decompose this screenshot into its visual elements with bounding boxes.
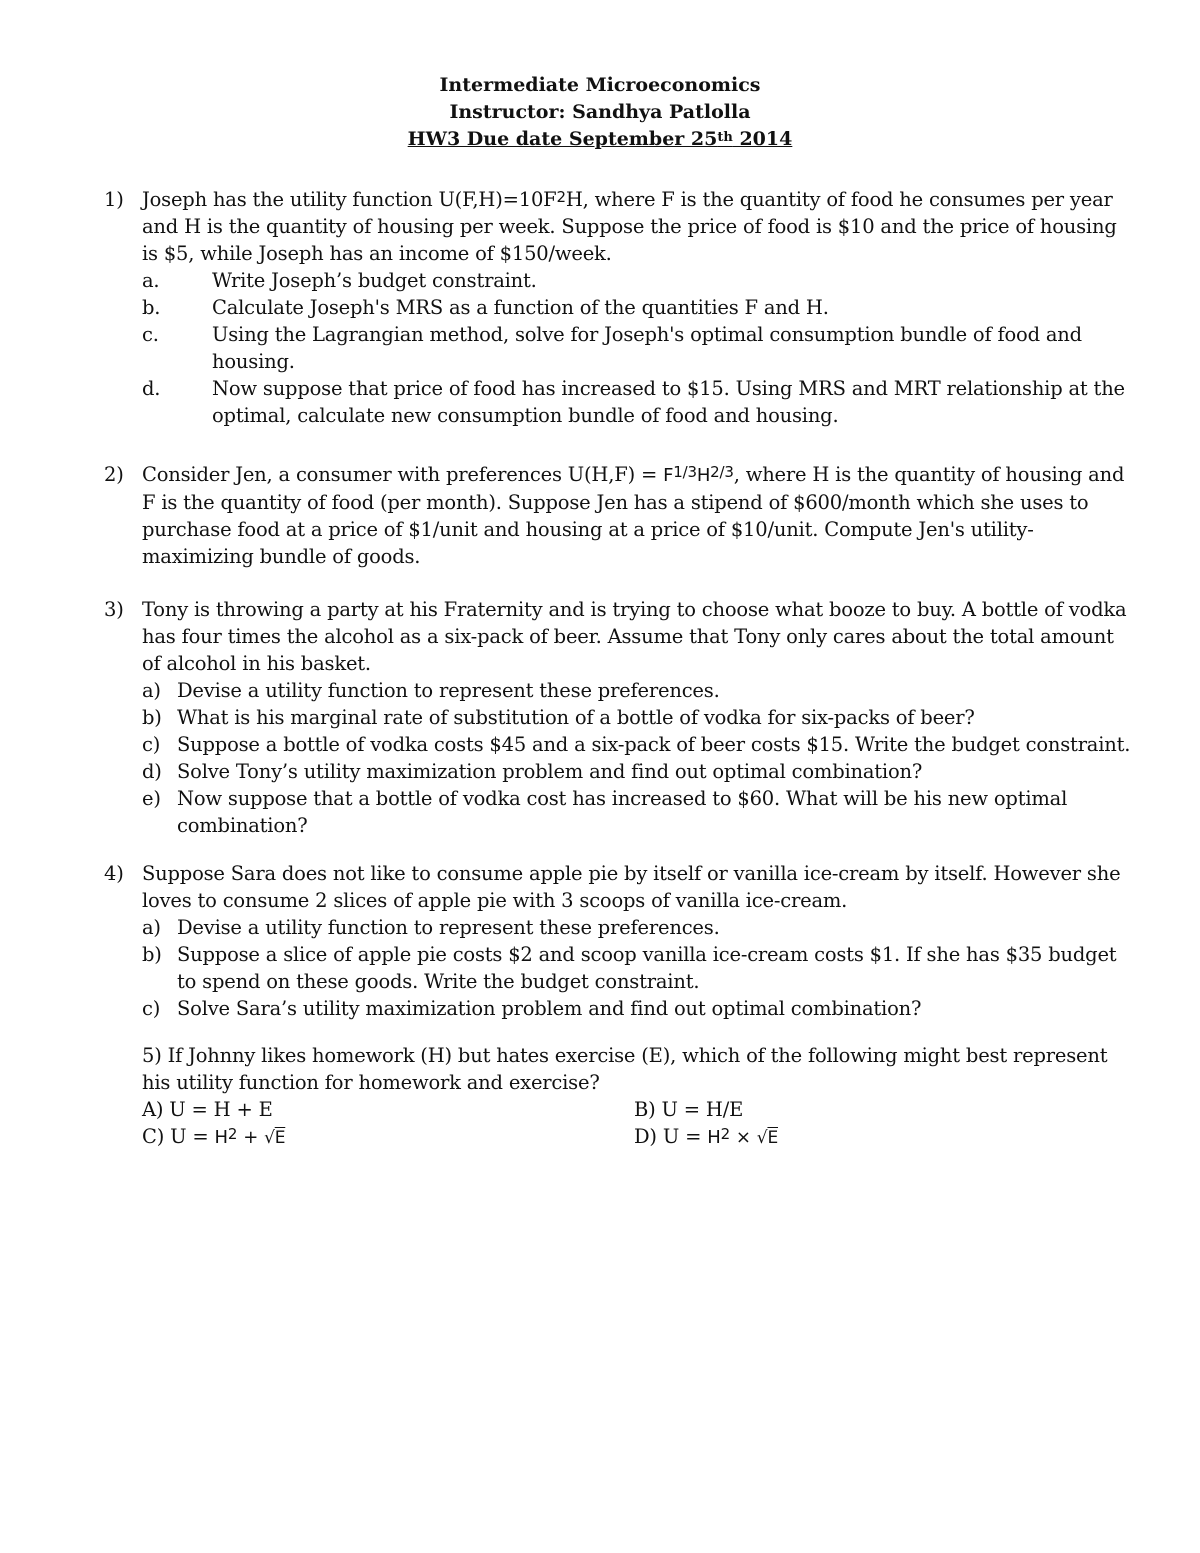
question-number: 2) <box>104 463 124 486</box>
question-number: 3) <box>104 598 124 621</box>
sub-question-text: Using the Lagrangian method, solve for Joseph's optimal consumption bundle of food and housing. <box>212 323 1082 373</box>
sub-question <box>142 267 1134 294</box>
sub-question-letter: c) <box>142 733 161 756</box>
sub-question-letter: a) <box>142 679 161 702</box>
option-b: B) U = H/E <box>634 1098 744 1121</box>
question-2 <box>104 461 1134 570</box>
course-title: Intermediate Microeconomics <box>439 74 761 96</box>
sub-question-text: Solve Tony’s utility maximization problem and find out optimal combination? <box>177 760 923 783</box>
sub-question-letter: c) <box>142 997 161 1020</box>
question-1 <box>104 186 1134 429</box>
sub-question-text: Now suppose that price of food has increased to $15. Using MRS and MRT relationship at the optimal, calculate new consumption bundle of food and housing. <box>212 377 1125 427</box>
document-header <box>0 72 1200 153</box>
question-text: Suppose Sara does not like to consume apple pie by itself or vanilla ice-cream by itself. However she loves to consume 2 slices of apple pie with 3 scoops of vanilla ice-cream. <box>142 862 1121 912</box>
question-4-parts <box>142 914 1134 1022</box>
question-text: Consider Jen, a consumer with preferences $U(H,F) = F^{1/3}H^{2/3}$, where H is the quantity of housing and F is the quantity of food (per month). Suppose Jen has a stipend of $600/month which she uses to purchase food at a price of $1/unit and housing at a price of $10/unit. Compute Jen's utility-maximizing bundle of goods. <box>142 463 1125 568</box>
square-root-symbol: √E <box>756 1128 778 1148</box>
sub-question <box>142 704 1134 731</box>
question-number: 1) <box>104 188 124 211</box>
sub-question-letter: e) <box>142 787 161 810</box>
sub-question-text: Write Joseph’s budget constraint. <box>212 269 537 292</box>
option-c: C) $U = H^2 + √E$ <box>142 1125 286 1148</box>
question-3 <box>104 596 1134 839</box>
instructor-line: Instructor: Sandhya Patlolla <box>449 101 751 123</box>
question-number: 4) <box>104 862 124 885</box>
sub-question-text: Devise a utility function to represent these preferences. <box>177 916 720 939</box>
sub-question-letter: a. <box>142 269 160 292</box>
options-row-1 <box>104 1096 1134 1123</box>
sub-question <box>142 731 1134 758</box>
square-root-symbol: √E <box>264 1128 286 1148</box>
question-text: 5) If Johnny likes homework (H) but hates exercise (E), which of the following might best represent his utility function for homework and exercise? <box>142 1044 1108 1094</box>
question-3-parts <box>142 677 1134 839</box>
sub-question <box>142 941 1134 995</box>
sub-question-letter: d. <box>142 377 161 400</box>
sub-question-text: Suppose a slice of apple pie costs $2 and scoop vanilla ice-cream costs $1. If she has $35 budget to spend on these goods. Write the budget constraint. <box>177 943 1117 993</box>
sub-question-text: Now suppose that a bottle of vodka cost has increased to $60. What will be his new optimal combination? <box>177 787 1068 837</box>
sub-question <box>142 785 1134 839</box>
options-row-2 <box>104 1123 1134 1150</box>
sub-question-text: Suppose a bottle of vodka costs $45 and a six-pack of beer costs $15. Write the budget constraint. <box>177 733 1131 756</box>
sub-question <box>142 677 1134 704</box>
sub-question-text: Calculate Joseph's MRS as a function of the quantities F and H. <box>212 296 829 319</box>
option-d: D) $U = H^2 \times √E$ <box>634 1125 778 1148</box>
sub-question-letter: b. <box>142 296 161 319</box>
sub-question-text: Devise a utility function to represent these preferences. <box>177 679 720 702</box>
option-a: A) U = H + E <box>142 1098 273 1121</box>
sub-question-letter: a) <box>142 916 161 939</box>
question-text: Joseph has the utility function $U(F,H)=10F^2H$, where F is the quantity of food he consumes per year and H is the quantity of housing per week. Suppose the price of food is $10 and the price of housing is $5, while Joseph has an income of $150/week. <box>142 188 1117 265</box>
question-4 <box>104 860 1134 1022</box>
sub-question-letter: d) <box>142 760 162 783</box>
sub-question-text: What is his marginal rate of substitution of a bottle of vodka for six-packs of beer? <box>177 706 975 729</box>
due-date-line: HW3 Due date September 25th 2014 <box>407 128 793 150</box>
sub-question-letter: c. <box>142 323 159 346</box>
sub-question <box>142 294 1134 321</box>
sub-question <box>142 321 1134 375</box>
question-1-parts <box>142 267 1134 429</box>
sub-question <box>142 995 1134 1022</box>
sub-question-text: Solve Sara’s utility maximization problem and find out optimal combination? <box>177 997 922 1020</box>
sub-question <box>142 914 1134 941</box>
sub-question-letter: b) <box>142 706 162 729</box>
sub-question <box>142 375 1134 429</box>
question-text: Tony is throwing a party at his Fraternity and is trying to choose what booze to buy. A bottle of vodka has four times the alcohol as a six-pack of beer. Assume that Tony only cares about the total amount of alcohol in his basket. <box>142 598 1127 675</box>
sub-question-letter: b) <box>142 943 162 966</box>
question-5 <box>104 1042 1134 1150</box>
sub-question <box>142 758 1134 785</box>
